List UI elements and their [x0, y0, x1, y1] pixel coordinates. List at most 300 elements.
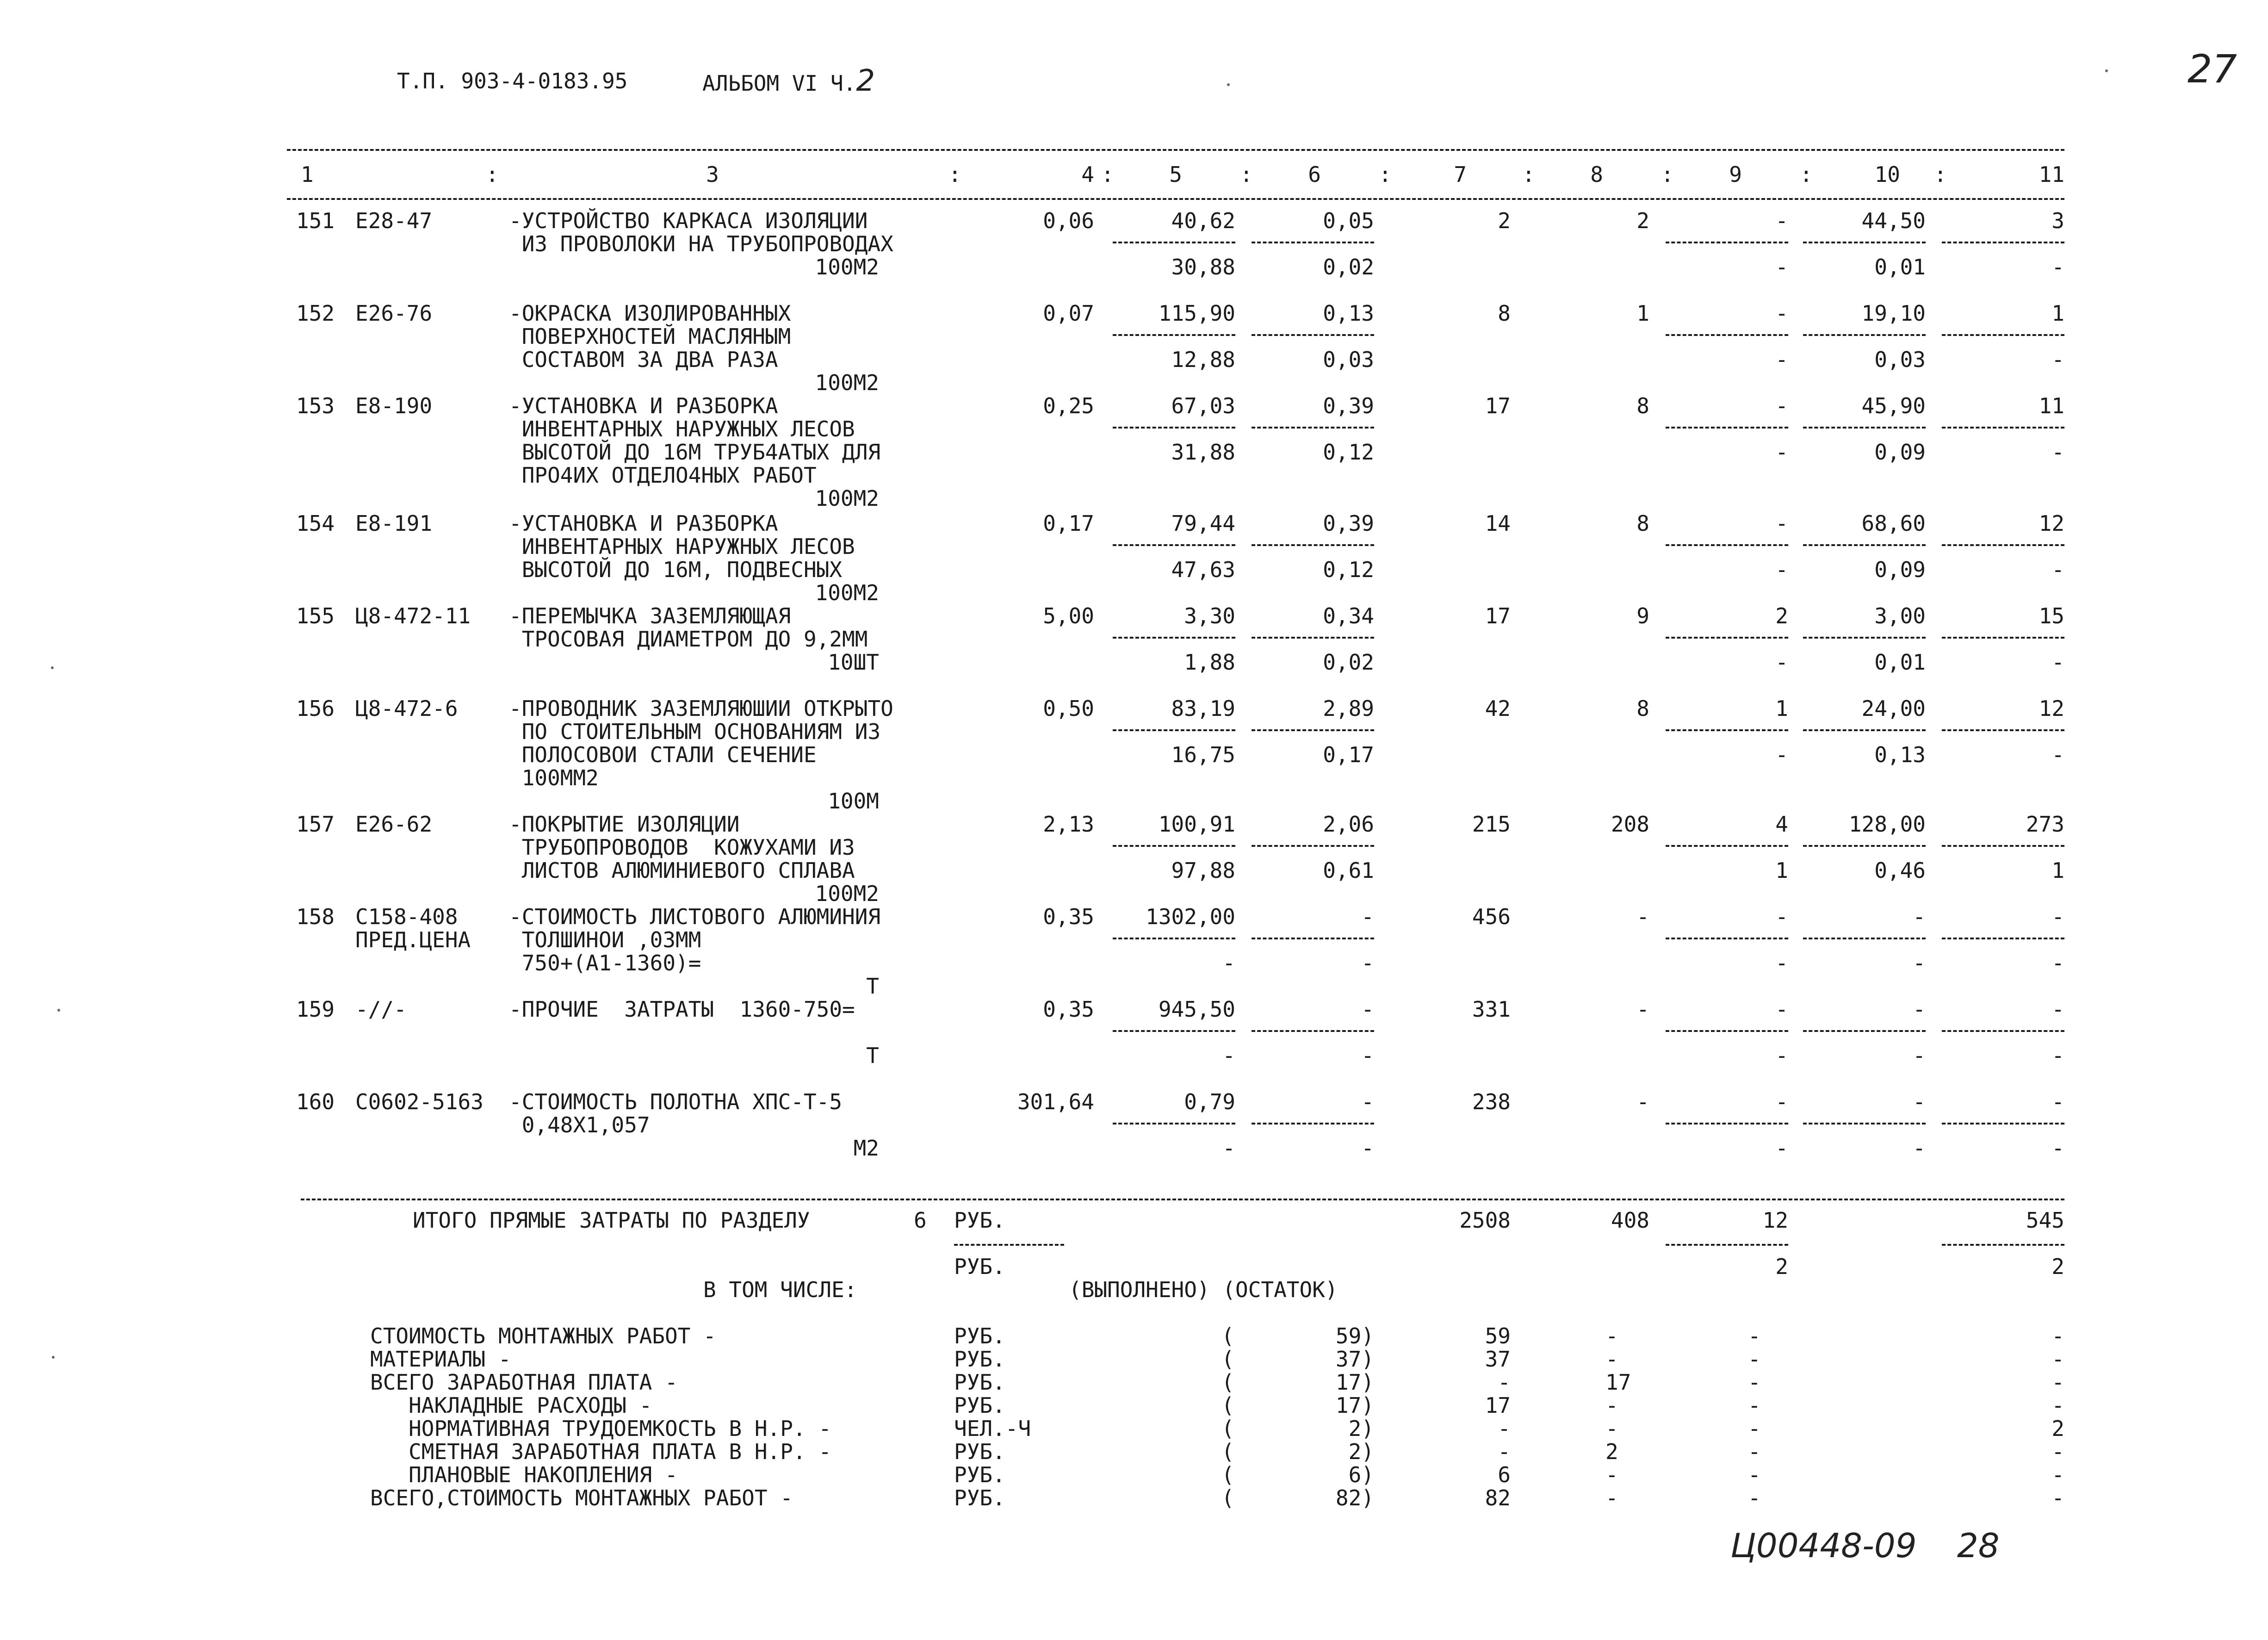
row-number: 156	[296, 696, 335, 721]
summary-col8: -	[1605, 1485, 1618, 1510]
document-title: Т.П. 903-4-0183.95	[397, 68, 628, 93]
work-description: -ПЕРЕМЫЧКА ЗАЗЕМЛЯЮЩАЯ	[509, 603, 791, 628]
work-description: -ПРОЧИЕ ЗАТРАТЫ 1360-750=	[509, 997, 855, 1022]
cell-c9: -	[1775, 393, 1788, 418]
cell-divider-c10	[1803, 334, 1926, 336]
cell-c5-secondary: 12,88	[1171, 347, 1235, 372]
summary-col7: 17	[1485, 1393, 1511, 1418]
summary-col11: -	[2051, 1439, 2064, 1464]
cell-c5: 1302,00	[1146, 904, 1235, 929]
summary-unit: РУБ.	[954, 1439, 1005, 1464]
cell-c10-secondary: -	[1913, 1043, 1926, 1068]
column-number: 8	[1590, 162, 1603, 187]
cell-divider-c11	[1942, 1030, 2064, 1032]
norm-code: Ц8-472-6	[355, 696, 458, 721]
summary-col8: -	[1605, 1393, 1618, 1418]
cell-c6-secondary: 0,03	[1323, 347, 1374, 372]
measure-unit: Т	[866, 974, 879, 999]
cell-c6: 0,39	[1323, 393, 1374, 418]
done-remainder-label: (ВЫПОЛНЕНО) (ОСТАТОК)	[1069, 1277, 1338, 1302]
cell-divider-c10	[1803, 637, 1926, 639]
norm-code: Е8-191	[355, 511, 433, 536]
cell-divider-c9	[1666, 427, 1788, 429]
summary-col7: 59	[1485, 1323, 1511, 1348]
summary-label: ПЛАНОВЫЕ НАКОПЛЕНИЯ -	[370, 1462, 678, 1487]
cell-c9: 4	[1775, 812, 1788, 837]
cell-divider-c5	[1113, 1123, 1235, 1124]
summary-col8: 17	[1605, 1370, 1631, 1395]
summary-paren-open: (	[1221, 1393, 1234, 1418]
cell-divider-c10	[1803, 1123, 1926, 1124]
summary-col11: -	[2051, 1347, 2064, 1372]
column-separator: :	[1101, 162, 1114, 187]
totals-unit: РУБ.	[954, 1208, 1005, 1233]
cell-c5-secondary: -	[1222, 950, 1235, 975]
cell-divider-c10	[1803, 729, 1926, 731]
cell-c7: 238	[1472, 1089, 1511, 1114]
work-description: ВЫСОТОЙ ДО 16М ТРУБ4АТЫХ ДЛЯ	[509, 440, 881, 465]
cell-c8: -	[1636, 904, 1649, 929]
column-number: 11	[2039, 162, 2064, 187]
summary-col11: -	[2051, 1462, 2064, 1487]
work-description: 100ММ2	[509, 765, 599, 790]
summary-paren-value: 37)	[1335, 1347, 1374, 1372]
norm-code: Е8-190	[355, 393, 433, 418]
work-description: ИНВЕНТАРНЫХ НАРУЖНЫХ ЛЕСОВ	[509, 416, 855, 441]
column-number: 5	[1169, 162, 1182, 187]
cell-c9-secondary: -	[1775, 1136, 1788, 1161]
cell-c11-secondary: -	[2051, 440, 2064, 465]
cell-c6: 2,89	[1323, 696, 1374, 721]
cell-c7: 2	[1498, 208, 1511, 233]
cell-c6: 0,34	[1323, 603, 1374, 628]
work-description: ИНВЕНТАРНЫХ НАРУЖНЫХ ЛЕСОВ	[509, 534, 855, 559]
cell-c9: -	[1775, 904, 1788, 929]
summary-label: ВСЕГО,СТОИМОСТЬ МОНТАЖНЫХ РАБОТ -	[370, 1485, 793, 1510]
cell-c4: 301,64	[1017, 1089, 1094, 1114]
cell-c10-secondary: 0,01	[1874, 650, 1926, 675]
summary-unit: РУБ.	[954, 1347, 1005, 1372]
summary-col9: -	[1748, 1416, 1761, 1441]
summary-col9: -	[1748, 1323, 1761, 1348]
row-number: 155	[296, 603, 335, 628]
cell-c6: 0,05	[1323, 208, 1374, 233]
cell-c5-secondary: 97,88	[1171, 858, 1235, 883]
work-description: -УСТАНОВКА И РАЗБОРКА	[509, 393, 778, 418]
cell-c5-secondary: -	[1222, 1136, 1235, 1161]
summary-col9: -	[1748, 1347, 1761, 1372]
cell-c11: 12	[2039, 696, 2064, 721]
cell-c9-secondary: -	[1775, 650, 1788, 675]
cell-c4: 0,35	[1043, 997, 1094, 1022]
summary-col8: -	[1605, 1416, 1618, 1441]
summary-paren-value: 6)	[1348, 1462, 1374, 1487]
cell-c5: 79,44	[1171, 511, 1235, 536]
summary-label: СТОИМОСТЬ МОНТАЖНЫХ РАБОТ -	[370, 1323, 716, 1348]
cell-divider-c5	[1113, 845, 1235, 847]
summary-paren-value: 82)	[1335, 1485, 1374, 1510]
cell-c10: 19,10	[1861, 301, 1926, 326]
cell-divider-c11	[1942, 242, 2064, 243]
cell-c6-secondary: 0,02	[1323, 255, 1374, 280]
album-part: 2	[856, 64, 875, 98]
cell-c7: 215	[1472, 812, 1511, 837]
cell-c11-secondary: -	[2051, 557, 2064, 582]
totals-col9-secondary: 2	[1775, 1254, 1788, 1279]
scan-speck	[1227, 83, 1230, 86]
cell-divider-c6	[1252, 845, 1374, 847]
cell-c8: -	[1636, 1089, 1649, 1114]
cell-c4: 0,07	[1043, 301, 1094, 326]
column-separator: :	[1240, 162, 1253, 187]
norm-code-secondary: ПРЕД.ЦЕНА	[355, 927, 471, 952]
norm-code: Е26-62	[355, 812, 433, 837]
work-description: ПРО4ИХ ОТДЕЛО4НЫХ РАБОТ	[509, 463, 817, 488]
summary-label: НАКЛАДНЫЕ РАСХОДЫ -	[370, 1393, 652, 1418]
summary-paren-value: 17)	[1335, 1393, 1374, 1418]
column-number: 4	[1081, 162, 1094, 187]
summary-col7: -	[1498, 1439, 1511, 1464]
cell-c11: 3	[2051, 208, 2064, 233]
cell-c10: -	[1913, 1089, 1926, 1114]
column-number: 7	[1454, 162, 1467, 187]
summary-col11: -	[2051, 1370, 2064, 1395]
work-description: ТОЛШИНОИ ,03ММ	[509, 927, 701, 952]
cell-c11-secondary: -	[2051, 650, 2064, 675]
cell-divider-c11	[1942, 938, 2064, 939]
cell-c10-secondary: -	[1913, 950, 1926, 975]
cell-c5-secondary: 1,88	[1184, 650, 1235, 675]
cell-c9: -	[1775, 301, 1788, 326]
measure-unit: М2	[853, 1136, 879, 1161]
cell-c10: -	[1913, 904, 1926, 929]
cell-c7: 42	[1485, 696, 1511, 721]
cell-divider-c5	[1113, 729, 1235, 731]
cell-divider-c10	[1803, 845, 1926, 847]
column-number: 10	[1874, 162, 1900, 187]
cell-divider-c10	[1803, 242, 1926, 243]
work-description: 750+(А1-1360)=	[509, 950, 701, 975]
cell-c8: 9	[1636, 603, 1649, 628]
footer-doc-code: Ц00448-09	[1730, 1526, 1917, 1565]
summary-unit: РУБ.	[954, 1462, 1005, 1487]
cell-c5-secondary: 30,88	[1171, 255, 1235, 280]
cell-c9-secondary: -	[1775, 557, 1788, 582]
cell-c10-secondary: 0,13	[1874, 742, 1926, 767]
cell-c5-secondary: -	[1222, 1043, 1235, 1068]
cell-divider-c11	[1942, 544, 2064, 546]
cell-c11-secondary: -	[2051, 950, 2064, 975]
cell-c6-secondary: 0,12	[1323, 440, 1374, 465]
cell-divider-c10	[1803, 544, 1926, 546]
column-number: 3	[706, 162, 719, 187]
cell-c11-secondary: -	[2051, 255, 2064, 280]
cell-c5-secondary: 16,75	[1171, 742, 1235, 767]
row-number: 152	[296, 301, 335, 326]
norm-code: Е28-47	[355, 208, 433, 233]
cell-c6-secondary: 0,17	[1323, 742, 1374, 767]
cell-c11: 1	[2051, 301, 2064, 326]
row-number: 159	[296, 997, 335, 1022]
cell-c6-secondary: 0,61	[1323, 858, 1374, 883]
cell-c10: -	[1913, 997, 1926, 1022]
scan-speck	[57, 1009, 60, 1012]
summary-paren-open: (	[1221, 1347, 1234, 1372]
cell-c6: -	[1361, 997, 1374, 1022]
column-separator: :	[1800, 162, 1813, 187]
cell-divider-c9	[1666, 845, 1788, 847]
cell-divider-c5	[1113, 1030, 1235, 1032]
norm-code: С158-408	[355, 904, 458, 929]
summary-col9: -	[1748, 1370, 1761, 1395]
work-description: СОСТАВОМ ЗА ДВА РАЗА	[509, 347, 778, 372]
summary-paren-open: (	[1221, 1416, 1234, 1441]
cell-c9: -	[1775, 1089, 1788, 1114]
cell-c6: 0,13	[1323, 301, 1374, 326]
cell-c8: 8	[1636, 393, 1649, 418]
cell-c5: 0,79	[1184, 1089, 1235, 1114]
measure-unit: 100М2	[815, 580, 879, 605]
totals-col11-rule	[1942, 1244, 2064, 1246]
cell-divider-c9	[1666, 938, 1788, 939]
cell-c6-secondary: -	[1361, 1136, 1374, 1161]
cell-c8: -	[1636, 997, 1649, 1022]
cell-c11: 15	[2039, 603, 2064, 628]
summary-col11: -	[2051, 1485, 2064, 1510]
summary-label: МАТЕРИАЛЫ -	[370, 1347, 511, 1372]
summary-unit: ЧЕЛ.-Ч	[954, 1416, 1031, 1441]
table-bottom-rule	[301, 1199, 2064, 1200]
work-description: -ОКРАСКА ИЗОЛИРОВАННЫХ	[509, 301, 791, 326]
totals-section: 6	[914, 1208, 927, 1233]
row-number: 158	[296, 904, 335, 929]
measure-unit: Т	[866, 1043, 879, 1068]
work-description: -ПРОВОДНИК ЗАЗЕМЛЯЮШИИ ОТКРЫТО	[509, 696, 893, 721]
cell-c9: -	[1775, 208, 1788, 233]
work-description: -СТОИМОСТЬ ЛИСТОВОГО АЛЮМИНИЯ	[509, 904, 881, 929]
cell-c10-secondary: -	[1913, 1136, 1926, 1161]
summary-unit: РУБ.	[954, 1393, 1005, 1418]
summary-col8: 2	[1605, 1439, 1618, 1464]
cell-c8: 8	[1636, 511, 1649, 536]
cell-divider-c5	[1113, 637, 1235, 639]
corner-page-mark: 27	[2187, 46, 2237, 92]
work-description: ПО СТОИТЕЛЬНЫМ ОСНОВАНИЯМ ИЗ	[509, 719, 881, 744]
cell-c11: 12	[2039, 511, 2064, 536]
cell-divider-c5	[1113, 544, 1235, 546]
measure-unit: 10ШТ	[828, 650, 879, 675]
scan-speck	[2105, 69, 2108, 72]
header-rule	[287, 198, 2064, 200]
summary-paren-value: 2)	[1348, 1439, 1374, 1464]
cell-c7: 14	[1485, 511, 1511, 536]
summary-paren-open: (	[1221, 1485, 1234, 1510]
cell-c5: 83,19	[1171, 696, 1235, 721]
cell-c9-secondary: -	[1775, 255, 1788, 280]
cell-divider-c11	[1942, 1123, 2064, 1124]
norm-code: -//-	[355, 997, 407, 1022]
cell-divider-c6	[1252, 427, 1374, 429]
work-description: ИЗ ПРОВОЛОКИ НА ТРУБОПРОВОДАХ	[509, 231, 893, 256]
cell-divider-c5	[1113, 938, 1235, 939]
summary-paren-open: (	[1221, 1439, 1234, 1464]
column-separator: :	[1661, 162, 1674, 187]
cell-c5: 3,30	[1184, 603, 1235, 628]
cell-divider-c6	[1252, 544, 1374, 546]
norm-code: С0602-5163	[355, 1089, 483, 1114]
cell-c11-secondary: 1	[2051, 858, 2064, 883]
cell-divider-c6	[1252, 637, 1374, 639]
measure-unit: 100М2	[815, 486, 879, 511]
summary-col11: -	[2051, 1323, 2064, 1348]
cell-c10: 3,00	[1874, 603, 1926, 628]
album-label	[702, 64, 875, 98]
summary-label: ВСЕГО ЗАРАБОТНАЯ ПЛАТА -	[370, 1370, 678, 1395]
cell-divider-c11	[1942, 427, 2064, 429]
cell-c11: -	[2051, 904, 2064, 929]
cell-c5-secondary: 47,63	[1171, 557, 1235, 582]
summary-unit: РУБ.	[954, 1485, 1005, 1510]
cell-divider-c11	[1942, 845, 2064, 847]
cell-divider-c6	[1252, 938, 1374, 939]
column-number: 6	[1308, 162, 1321, 187]
cell-c11: -	[2051, 1089, 2064, 1114]
measure-unit: 100М2	[815, 255, 879, 280]
summary-col8: -	[1605, 1462, 1618, 1487]
work-description: -ПОКРЫТИЕ ИЗОЛЯЦИИ	[509, 812, 740, 837]
row-number: 151	[296, 208, 335, 233]
cell-divider-c5	[1113, 242, 1235, 243]
cell-c9: 1	[1775, 696, 1788, 721]
including-label: В ТОМ ЧИСЛЕ:	[703, 1277, 857, 1302]
summary-col11: 2	[2051, 1416, 2064, 1441]
totals-unit-rule	[954, 1244, 1064, 1246]
cell-c10-secondary: 0,03	[1874, 347, 1926, 372]
cell-c10: 68,60	[1861, 511, 1926, 536]
cell-c4: 2,13	[1043, 812, 1094, 837]
summary-col7: 6	[1498, 1462, 1511, 1487]
cell-divider-c6	[1252, 729, 1374, 731]
cell-c5: 100,91	[1158, 812, 1235, 837]
cell-divider-c9	[1666, 242, 1788, 243]
cell-divider-c10	[1803, 938, 1926, 939]
cell-divider-c9	[1666, 637, 1788, 639]
cell-c9: -	[1775, 997, 1788, 1022]
column-separator: :	[1522, 162, 1535, 187]
cell-c9-secondary: 1	[1775, 858, 1788, 883]
cell-c8: 2	[1636, 208, 1649, 233]
album-text: АЛЬБОМ VI Ч.	[702, 71, 856, 96]
cell-c10: 44,50	[1861, 208, 1926, 233]
column-separator: :	[1934, 162, 1947, 187]
cell-divider-c11	[1942, 637, 2064, 639]
work-description: -СТОИМОСТЬ ПОЛОТНА ХПС-Т-5	[509, 1089, 843, 1114]
summary-paren-value: 59)	[1335, 1323, 1374, 1348]
cell-c5: 40,62	[1171, 208, 1235, 233]
cell-c6-secondary: 0,02	[1323, 650, 1374, 675]
summary-col9: -	[1748, 1485, 1761, 1510]
cell-c8: 8	[1636, 696, 1649, 721]
cell-divider-c5	[1113, 334, 1235, 336]
cell-c6-secondary: 0,12	[1323, 557, 1374, 582]
totals-col9-rule	[1666, 1244, 1788, 1246]
cell-c9-secondary: -	[1775, 950, 1788, 975]
totals-col11: 545	[2026, 1208, 2064, 1233]
cell-c8: 208	[1611, 812, 1649, 837]
cell-c4: 0,06	[1043, 208, 1094, 233]
footer-page-number: 28	[1957, 1526, 2000, 1565]
cell-divider-c10	[1803, 1030, 1926, 1032]
cell-c6: -	[1361, 904, 1374, 929]
cell-c4: 0,25	[1043, 393, 1094, 418]
cell-c7: 17	[1485, 393, 1511, 418]
top-rule	[287, 149, 2064, 151]
cell-c10-secondary: 0,09	[1874, 440, 1926, 465]
cell-c11-secondary: -	[2051, 742, 2064, 767]
measure-unit: 100М2	[815, 881, 879, 906]
work-description: ПОЛОСОВОИ СТАЛИ СЕЧЕНИЕ	[509, 742, 817, 767]
summary-label: СМЕТНАЯ ЗАРАБОТНАЯ ПЛАТА В Н.Р. -	[370, 1439, 831, 1464]
cell-c11-secondary: -	[2051, 347, 2064, 372]
cell-c4: 0,35	[1043, 904, 1094, 929]
scan-speck	[52, 1356, 55, 1359]
cell-c6: 0,39	[1323, 511, 1374, 536]
summary-label: НОРМАТИВНАЯ ТРУДОЕМКОСТЬ В Н.Р. -	[370, 1416, 831, 1441]
cell-c11-secondary: -	[2051, 1043, 2064, 1068]
cell-c4: 0,50	[1043, 696, 1094, 721]
work-description: ТРОСОВАЯ ДИАМЕТРОМ ДО 9,2ММ	[509, 627, 868, 652]
summary-unit: РУБ.	[954, 1370, 1005, 1395]
summary-col7: 82	[1485, 1485, 1511, 1510]
scan-speck	[51, 666, 54, 669]
totals-col8: 408	[1611, 1208, 1649, 1233]
cell-c9-secondary: -	[1775, 742, 1788, 767]
summary-col8: -	[1605, 1347, 1618, 1372]
cell-c11-secondary: -	[2051, 1136, 2064, 1161]
summary-col9: -	[1748, 1462, 1761, 1487]
work-description: ВЫСОТОЙ ДО 16М, ПОДВЕСНЫХ	[509, 557, 843, 582]
summary-paren-open: (	[1221, 1370, 1234, 1395]
cell-c11: 273	[2026, 812, 2064, 837]
summary-col7: 37	[1485, 1347, 1511, 1372]
column-separator: :	[948, 162, 961, 187]
summary-col7: -	[1498, 1370, 1511, 1395]
cell-c9: 2	[1775, 603, 1788, 628]
work-description: ПОВЕРХНОСТЕЙ МАСЛЯНЫМ	[509, 324, 791, 349]
work-description: -УСТАНОВКА И РАЗБОРКА	[509, 511, 778, 536]
cell-divider-c9	[1666, 334, 1788, 336]
cell-c4: 0,17	[1043, 511, 1094, 536]
cell-divider-c6	[1252, 334, 1374, 336]
totals-col7: 2508	[1459, 1208, 1511, 1233]
summary-paren-open: (	[1221, 1323, 1234, 1348]
cell-divider-c9	[1666, 544, 1788, 546]
summary-paren-value: 17)	[1335, 1370, 1374, 1395]
row-number: 160	[296, 1089, 335, 1114]
cell-c5-secondary: 31,88	[1171, 440, 1235, 465]
summary-paren-value: 2)	[1348, 1416, 1374, 1441]
cell-c5: 945,50	[1158, 997, 1235, 1022]
totals-label: ИТОГО ПРЯМЫЕ ЗАТРАТЫ ПО РАЗДЕЛУ	[413, 1208, 810, 1233]
cell-c6: -	[1361, 1089, 1374, 1114]
cell-c9: -	[1775, 511, 1788, 536]
cell-divider-c10	[1803, 427, 1926, 429]
summary-col9: -	[1748, 1393, 1761, 1418]
row-number: 153	[296, 393, 335, 418]
cell-c5: 67,03	[1171, 393, 1235, 418]
cell-divider-c5	[1113, 427, 1235, 429]
totals-col9: 12	[1762, 1208, 1788, 1233]
